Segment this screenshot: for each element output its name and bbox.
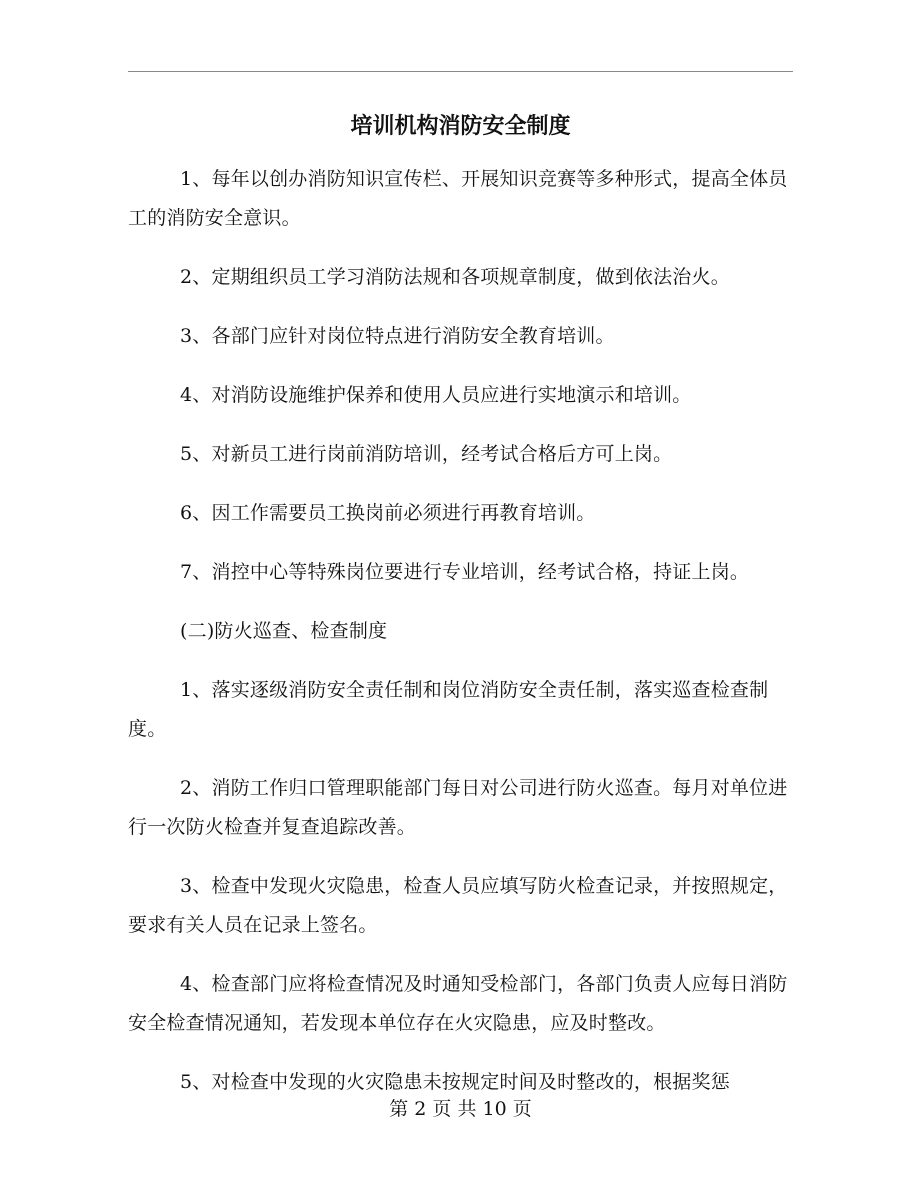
paragraph: 1、每年以创办消防知识宣传栏、开展知识竞赛等多种形式，提高全体员工的消防安全意识。	[128, 168, 788, 229]
paragraph: 7、消控中心等特殊岗位要进行专业培训，经考试合格，持证上岗。	[180, 561, 750, 583]
paragraph: 6、因工作需要员工换岗前必须进行再教育培训。	[180, 502, 596, 524]
header-divider	[128, 71, 793, 72]
paragraph: 5、对检查中发现的火灾隐患未按规定时间及时整改的，根据奖惩	[180, 1071, 730, 1093]
paragraph: 4、对消防设施维护保养和使用人员应进行实地演示和培训。	[180, 384, 692, 406]
document-title: 培训机构消防安全制度	[350, 113, 571, 139]
page-number: 第 2 页 共 10 页	[389, 1098, 532, 1120]
paragraph: 2、定期组织员工学习消防法规和各项规章制度，做到依法治火。	[180, 266, 730, 288]
paragraph: 3、各部门应针对岗位特点进行消防安全教育培训。	[180, 325, 615, 347]
paragraph: 1、落实逐级消防安全责任制和岗位消防安全责任制，落实巡查检查制度。	[128, 679, 769, 740]
paragraph: 4、检查部门应将检查情况及时通知受检部门，各部门负责人应每日消防安全检查情况通知，若发现本单位存在火灾隐患，应及时整改。	[128, 973, 788, 1034]
paragraph: 2、消防工作归口管理职能部门每日对公司进行防火巡查。每月对单位进行一次防火检查并复查追踪改善。	[128, 777, 788, 838]
document-body	[128, 160, 793, 1122]
section-heading: (二)防火巡查、检查制度	[180, 620, 388, 642]
paragraph: 3、检查中发现火灾隐患，检查人员应填写防火检查记录，并按照规定，要求有关人员在记录上签名。	[128, 875, 788, 936]
paragraph: 5、对新员工进行岗前消防培训，经考试合格后方可上岗。	[180, 443, 673, 465]
